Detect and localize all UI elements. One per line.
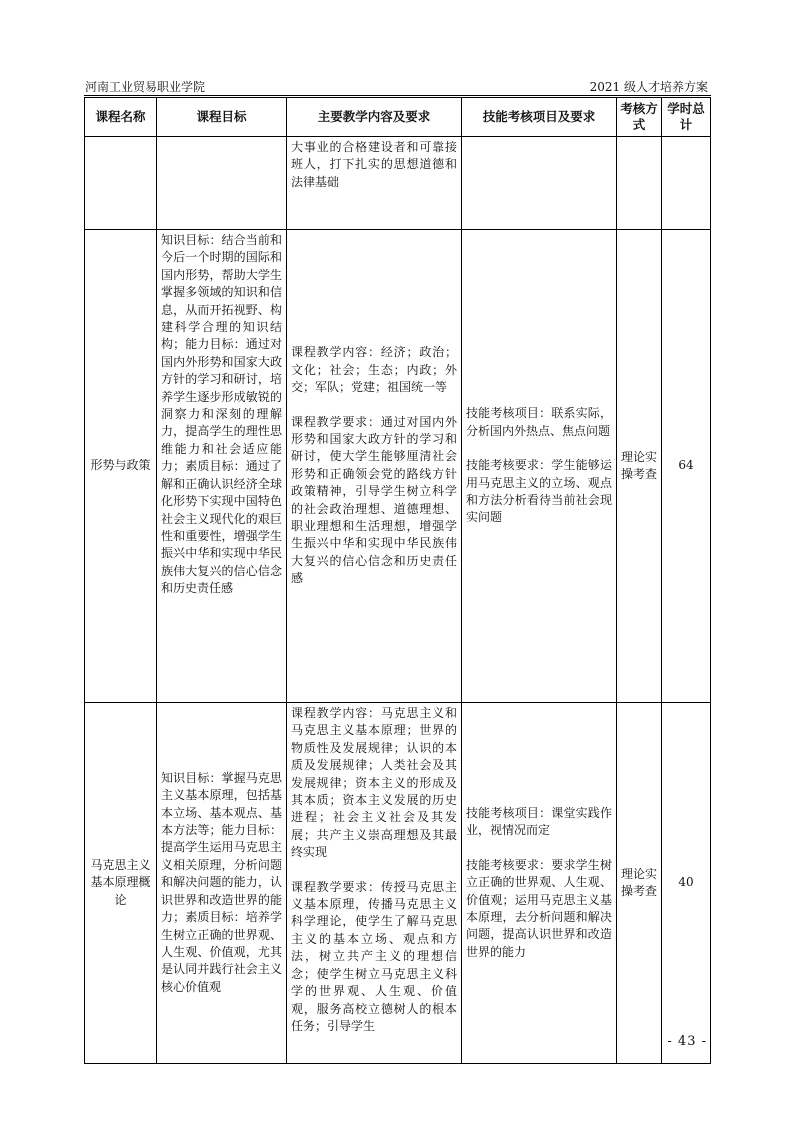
header-school-name: 河南工业贸易职业学院: [85, 80, 206, 94]
column-header-teaching-content: 主要教学内容及要求: [287, 98, 462, 137]
cell-teaching-content: [287, 703, 462, 1064]
cell-total-hours: 40: [662, 703, 711, 1064]
cell-course-goal: [157, 137, 287, 230]
skill-requirement-text: 技能考核要求：要求学生树立正确的世界观、人生观、价值观；运用马克思主义基本原理，去分析问题和解决问题，提高认识世界和改造世界的能力: [466, 857, 612, 959]
column-header-total-hours: 学时总计: [662, 98, 711, 137]
column-header-exam-method: 考核方式: [617, 98, 662, 137]
skill-item-text: 技能考核项目：联系实际，分析国内外热点、焦点问题: [466, 406, 612, 438]
cell-course-name: [85, 137, 157, 230]
teaching-requirement-text: 课程教学要求：通过对国内外形势和国家大政方针的学习和研讨，使大学生能够厘清社会形势和正确领会党的路线方针政策精神，引导学生树立科学的社会政治理想、道德理想、职业理想和生活理想，增强学生振兴中华和实现中华民族伟大复兴的信心信念和历史责任感: [291, 414, 457, 586]
table-row: [85, 230, 711, 703]
table-header-row: [85, 98, 711, 137]
cell-exam-method: [617, 137, 662, 230]
skill-requirement-text: 技能考核要求：学生能够运用马克思主义的立场、观点和方法分析看待当前社会现实问题: [466, 458, 612, 525]
header-rule: [84, 95, 711, 96]
column-header-course-name: 课程名称: [85, 98, 157, 137]
column-header-skill-assessment: 技能考核项目及要求: [462, 98, 617, 137]
cell-course-goal: 知识目标：结合当前和今后一个时期的国际和国内形势，帮助大学生掌握多领域的知识和信息，从而开拓视野、构建科学合理的知识结构；能力目标：通过对国内外形势和国家大政方针的学习和研讨，培养学生逐步形成敏锐的洞察力和深刻的理解力，提高学生的理性思维能力和社会适应能力；素质目标：通过了解和正确认识经济全球化形势下实现中国特色社会主义现代化的艰巨性和重要性，增强学生振兴中华和实现中华民族伟大复兴的信心信念和历史责任感: [157, 230, 287, 703]
cell-course-goal: 知识目标：掌握马克思主义基本原理，包括基本立场、基本观点、基本方法等；能力目标：提高学生运用马克思主义相关原理，分析问题和解决问题的能力，认识世界和改造世界的能力；素质目标：培养学生树立正确的世界观、人生观、价值观，尤其是认同并践行社会主义核心价值观: [157, 703, 287, 1064]
cell-exam-method: 理论实操考查: [617, 703, 662, 1064]
header-document-title: 2021 级人才培养方案: [589, 80, 708, 94]
cell-skill-assessment: [462, 230, 617, 703]
cell-total-hours: [662, 137, 711, 230]
cell-skill-assessment: [462, 137, 617, 230]
teaching-requirement-text: 课程教学要求：传授马克思主义基本原理，传播马克思主义科学理论，使学生了解马克思主义的基本立场、观点和方法，树立共产主义的理想信念；使学生树立马克思主义科学的世界观、人生观、价值观，服务高校立德树人的根本任务；引导学生: [291, 879, 457, 1033]
table-row: [85, 703, 711, 1064]
column-header-course-goal: 课程目标: [157, 98, 287, 137]
page-number: - 43 -: [667, 1034, 707, 1049]
cell-skill-assessment: [462, 703, 617, 1064]
teaching-content-text: 大事业的合格建设者和可靠接班人，打下扎实的思想道德和法律基础: [291, 140, 457, 189]
skill-item-text: 技能考核项目：课堂实践作业，视情况而定: [466, 805, 612, 838]
cell-course-name: 马克思主义基本原理概论: [85, 703, 157, 1064]
table-row: [85, 137, 711, 230]
cell-course-name: 形势与政策: [85, 230, 157, 703]
teaching-content-text: 课程教学内容：马克思主义和马克思主义基本原理；世界的物质性及发展规律；认识的本质及发展规律；人类社会及其发展规律；资本主义的形成及其本质；资本主义发展的历史进程；社会主义社会及其发展；共产主义崇高理想及其最终实现: [291, 706, 457, 860]
cell-teaching-content: [287, 230, 462, 703]
teaching-content-text: 课程教学内容：经济；政治；文化；社会；生态；内政；外交；军队；党建；祖国统一等: [291, 345, 457, 395]
curriculum-table: [84, 97, 711, 1064]
cell-total-hours: 64: [662, 230, 711, 703]
cell-exam-method: 理论实操考查: [617, 230, 662, 703]
cell-teaching-content: [287, 137, 462, 230]
